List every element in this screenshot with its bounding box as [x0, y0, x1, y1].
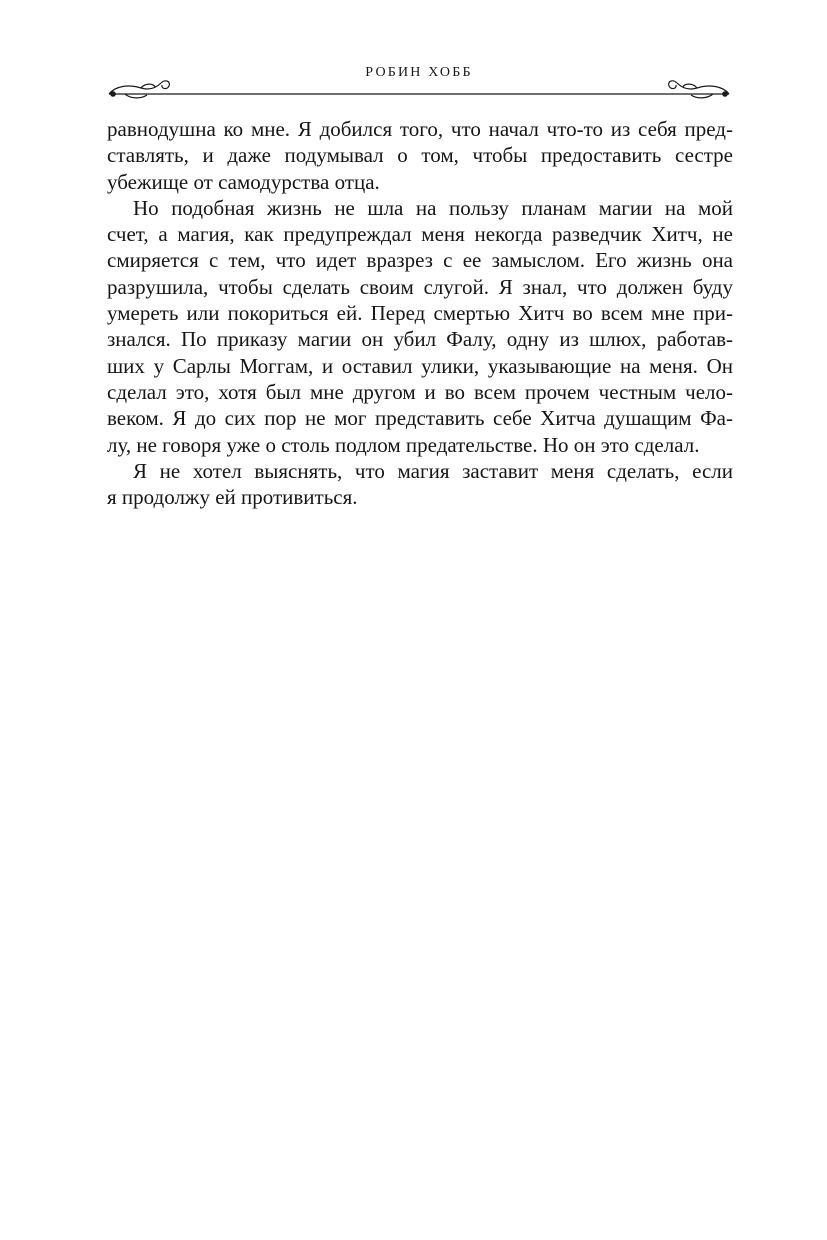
text-line: умереть или покориться ей. Перед смертью Хитч во всем мне при-: [107, 301, 733, 326]
ornament-rule: [105, 77, 733, 103]
text-line: Я не хотел выяснять, что магия заставит меня сделать, если: [133, 458, 733, 483]
text-line: ставлять, и даже подумывал о том, чтобы предоставить сестре: [107, 143, 733, 168]
body-text: [107, 116, 733, 510]
page-header: [105, 62, 733, 106]
text-line: сделал это, хотя был мне другом и во всем прочем честным чело-: [107, 379, 733, 404]
text-line: равнодушна ко мне. Я добился того, что начал что-то из себя пред-: [107, 117, 733, 141]
text-line: убежище от самодурства отца.: [107, 169, 380, 194]
text-line: Но подобная жизнь не шла на пользу планам магии на мой: [133, 195, 733, 220]
text-line: разрушила, чтобы сделать своим слугой. Я знал, что должен буду: [107, 274, 733, 299]
text-line: знался. По приказу магии он убил Фалу, одну из шлюх, работав-: [107, 327, 733, 352]
right-flourish-icon: [669, 81, 729, 98]
running-head: РОБИН ХОББ: [365, 65, 473, 80]
text-line: счет, а магия, как предупреждал меня некогда разведчик Хитч, не: [107, 222, 733, 247]
text-line: смиряется с тем, что идет вразрез с ее замыслом. Его жизнь она: [107, 248, 733, 273]
text-line: я продолжу ей противиться.: [107, 485, 358, 510]
text-line: ших у Сарлы Моггам, и оставил улики, указывающие на меня. Он: [107, 353, 733, 378]
text-line: лу, не говоря уже о столь подлом предательстве. Но он это сделал.: [107, 432, 700, 457]
text-line: веком. Я до сих пор не мог представить себе Хитча душащим Фа-: [107, 406, 733, 431]
left-flourish-icon: [109, 81, 169, 98]
